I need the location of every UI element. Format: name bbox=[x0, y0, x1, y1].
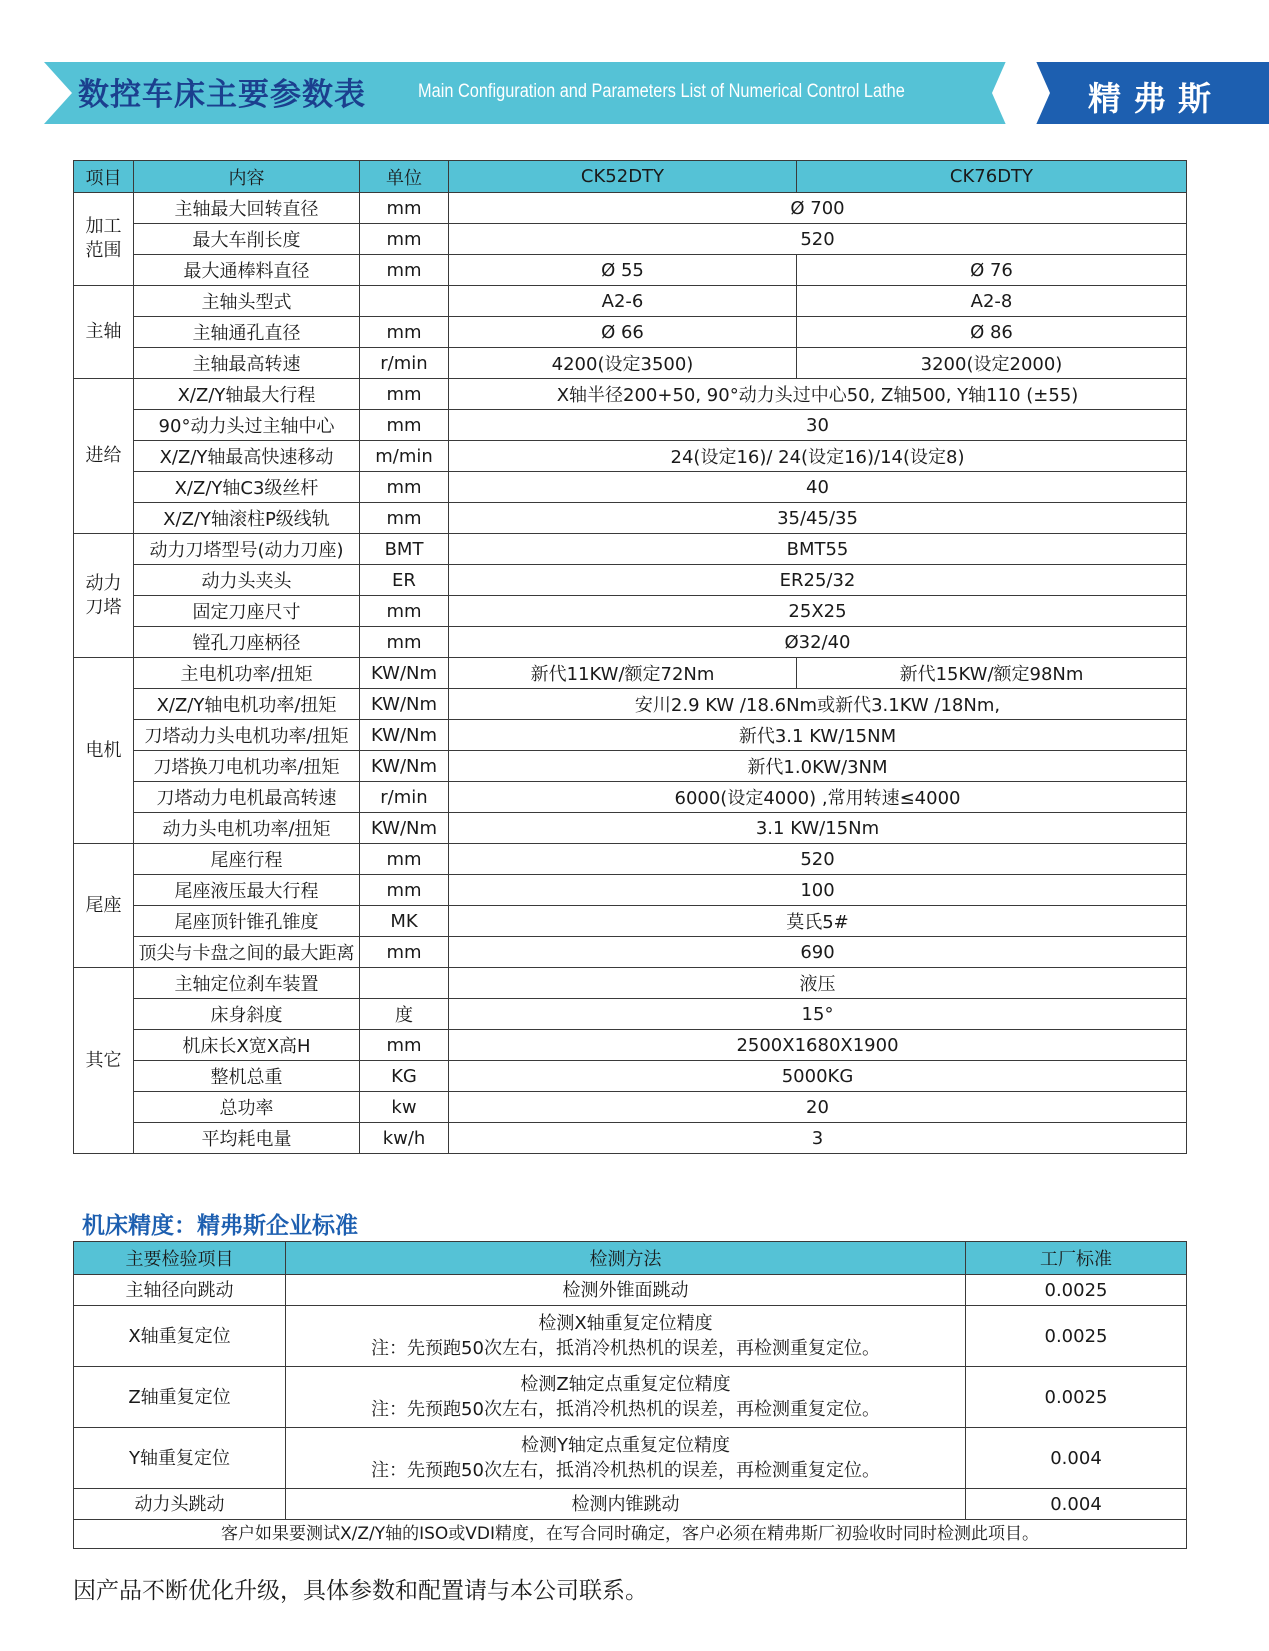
table-row bbox=[74, 1092, 1187, 1123]
method-cell bbox=[286, 1489, 966, 1520]
table-row bbox=[74, 596, 1187, 627]
unit-cell bbox=[360, 286, 449, 317]
item-cell: 主轴通孔直径 bbox=[134, 317, 360, 348]
method-text: 检测内锥跳动 bbox=[571, 1493, 680, 1515]
table-row bbox=[74, 844, 1187, 875]
ck76dty-value-cell: Ø 86 bbox=[797, 317, 1187, 348]
shared-value-cell: Ø 700 bbox=[449, 193, 1187, 224]
inspection-item-cell: Y轴重复定位 bbox=[74, 1428, 286, 1489]
factory-standard-cell: 0.0025 bbox=[966, 1306, 1187, 1367]
category-cell: 尾座 bbox=[74, 844, 134, 968]
table-row bbox=[74, 317, 1187, 348]
shared-value-cell: 安川2.9 KW /18.6Nm或新代3.1KW /18Nm, bbox=[449, 689, 1187, 720]
item-cell: 镗孔刀座柄径 bbox=[134, 627, 360, 658]
category-cell: 其它 bbox=[74, 968, 134, 1154]
unit-cell: mm bbox=[360, 193, 449, 224]
shared-value-cell: 35/45/35 bbox=[449, 503, 1187, 534]
shared-value-cell: 莫氏5# bbox=[449, 906, 1187, 937]
table-row bbox=[74, 534, 1187, 565]
item-cell: X/Z/Y轴滚柱P级线轨 bbox=[134, 503, 360, 534]
shared-value-cell: 新代1.0KW/3NM bbox=[449, 751, 1187, 782]
unit-cell: mm bbox=[360, 317, 449, 348]
method-text: 检测外锥面跳动 bbox=[562, 1279, 689, 1301]
method-text: 检测X轴重复定位精度 bbox=[538, 1313, 713, 1334]
category-cell: 电机 bbox=[74, 658, 134, 844]
table-row bbox=[74, 1061, 1187, 1092]
unit-cell: 度 bbox=[360, 999, 449, 1030]
item-cell: 90°动力头过主轴中心 bbox=[134, 410, 360, 441]
column-header-factory-standard: 工厂标准 bbox=[966, 1242, 1187, 1275]
table-row bbox=[74, 1306, 1187, 1367]
unit-cell: mm bbox=[360, 875, 449, 906]
table-row bbox=[74, 193, 1187, 224]
table-row bbox=[74, 906, 1187, 937]
table-row bbox=[74, 627, 1187, 658]
method-note: 注：先预跑50次左右，抵消冷机热机的误差，再检测重复定位。 bbox=[371, 1338, 880, 1359]
category-cell: 进给 bbox=[74, 379, 134, 534]
shared-value-cell: X轴半径200+50, 90°动力头过中心50, Z轴500, Y轴110 (±55) bbox=[449, 379, 1187, 410]
unit-cell: KW/Nm bbox=[360, 813, 449, 844]
column-header-category: 项目 bbox=[74, 161, 134, 193]
unit-cell: mm bbox=[360, 472, 449, 503]
inspection-item-cell: Z轴重复定位 bbox=[74, 1367, 286, 1428]
unit-cell: MK bbox=[360, 906, 449, 937]
item-cell: 刀塔动力电机最高转速 bbox=[134, 782, 360, 813]
unit-cell: kw bbox=[360, 1092, 449, 1123]
shared-value-cell: 20 bbox=[449, 1092, 1187, 1123]
unit-cell: KW/Nm bbox=[360, 689, 449, 720]
table-row bbox=[74, 1428, 1187, 1489]
item-cell: 尾座顶针锥孔锥度 bbox=[134, 906, 360, 937]
unit-cell bbox=[360, 968, 449, 999]
shared-value-cell: 液压 bbox=[449, 968, 1187, 999]
item-cell: 动力头夹头 bbox=[134, 565, 360, 596]
unit-cell: m/min bbox=[360, 441, 449, 472]
table-row bbox=[74, 689, 1187, 720]
table-row bbox=[74, 999, 1187, 1030]
table-row bbox=[74, 255, 1187, 286]
category-cell: 动力刀塔 bbox=[74, 534, 134, 658]
method-text: 检测Y轴定点重复定位精度 bbox=[521, 1435, 730, 1456]
unit-cell: mm bbox=[360, 1030, 449, 1061]
unit-cell: KW/Nm bbox=[360, 720, 449, 751]
item-cell: 整机总重 bbox=[134, 1061, 360, 1092]
unit-cell: KW/Nm bbox=[360, 751, 449, 782]
column-header-ck76dty: CK76DTY bbox=[797, 161, 1187, 193]
shared-value-cell: 15° bbox=[449, 999, 1187, 1030]
method-note: 注：先预跑50次左右，抵消冷机热机的误差，再检测重复定位。 bbox=[371, 1399, 880, 1420]
table-row bbox=[74, 565, 1187, 596]
footnote-row bbox=[74, 1520, 1187, 1549]
ck52dty-value-cell: Ø 66 bbox=[449, 317, 797, 348]
shared-value-cell: 3.1 KW/15Nm bbox=[449, 813, 1187, 844]
shared-value-cell: 2500X1680X1900 bbox=[449, 1030, 1187, 1061]
category-cell: 主轴 bbox=[74, 286, 134, 379]
table-row bbox=[74, 937, 1187, 968]
item-cell: 刀塔换刀电机功率/扭矩 bbox=[134, 751, 360, 782]
unit-cell: mm bbox=[360, 844, 449, 875]
table-row bbox=[74, 968, 1187, 999]
shared-value-cell: 100 bbox=[449, 875, 1187, 906]
table-row bbox=[74, 1123, 1187, 1154]
ck52dty-value-cell: A2-6 bbox=[449, 286, 797, 317]
method-cell bbox=[286, 1275, 966, 1306]
shared-value-cell: 24(设定16)/ 24(设定16)/14(设定8) bbox=[449, 441, 1187, 472]
item-cell: 平均耗电量 bbox=[134, 1123, 360, 1154]
brand-name: 精弗斯 bbox=[1088, 79, 1223, 118]
ck76dty-value-cell: 3200(设定2000) bbox=[797, 348, 1187, 379]
shared-value-cell: 6000(设定4000) ,常用转速≤4000 bbox=[449, 782, 1187, 813]
item-cell: 机床长X宽X高H bbox=[134, 1030, 360, 1061]
table-row bbox=[74, 224, 1187, 255]
shared-value-cell: 690 bbox=[449, 937, 1187, 968]
unit-cell: KG bbox=[360, 1061, 449, 1092]
shared-value-cell: 40 bbox=[449, 472, 1187, 503]
item-cell: 尾座行程 bbox=[134, 844, 360, 875]
item-cell: 动力刀塔型号(动力刀座) bbox=[134, 534, 360, 565]
table-row bbox=[74, 379, 1187, 410]
table-row bbox=[74, 1030, 1187, 1061]
table-row bbox=[74, 782, 1187, 813]
item-cell: 主轴头型式 bbox=[134, 286, 360, 317]
accuracy-section-title: 机床精度：精弗斯企业标准 bbox=[82, 1213, 358, 1239]
item-cell: X/Z/Y轴C3级丝杆 bbox=[134, 472, 360, 503]
table-row bbox=[74, 348, 1187, 379]
factory-standard-cell: 0.0025 bbox=[966, 1275, 1187, 1306]
column-header-content: 内容 bbox=[134, 161, 360, 193]
ck52dty-value-cell: Ø 55 bbox=[449, 255, 797, 286]
parameters-table bbox=[73, 160, 1187, 1154]
unit-cell: mm bbox=[360, 627, 449, 658]
accuracy-table bbox=[73, 1241, 1187, 1549]
shared-value-cell: Ø32/40 bbox=[449, 627, 1187, 658]
unit-cell: mm bbox=[360, 937, 449, 968]
table-row bbox=[74, 441, 1187, 472]
shared-value-cell: 520 bbox=[449, 844, 1187, 875]
table-row bbox=[74, 875, 1187, 906]
unit-cell: r/min bbox=[360, 348, 449, 379]
shared-value-cell: 3 bbox=[449, 1123, 1187, 1154]
item-cell: 主轴最大回转直径 bbox=[134, 193, 360, 224]
table-row bbox=[74, 1489, 1187, 1520]
unit-cell: BMT bbox=[360, 534, 449, 565]
item-cell: 动力头电机功率/扭矩 bbox=[134, 813, 360, 844]
factory-standard-cell: 0.0025 bbox=[966, 1367, 1187, 1428]
unit-cell: KW/Nm bbox=[360, 658, 449, 689]
item-cell: 床身斜度 bbox=[134, 999, 360, 1030]
unit-cell: kw/h bbox=[360, 1123, 449, 1154]
method-cell bbox=[286, 1367, 966, 1428]
shared-value-cell: 5000KG bbox=[449, 1061, 1187, 1092]
table-row bbox=[74, 410, 1187, 441]
table-row bbox=[74, 472, 1187, 503]
method-note: 注：先预跑50次左右，抵消冷机热机的误差，再检测重复定位。 bbox=[371, 1460, 880, 1481]
ck52dty-value-cell: 新代11KW/额定72Nm bbox=[449, 658, 797, 689]
unit-cell: mm bbox=[360, 410, 449, 441]
item-cell: 最大通棒料直径 bbox=[134, 255, 360, 286]
page-title-english: Main Configuration and Parameters List of Numerical Control Lathe bbox=[418, 81, 905, 102]
shared-value-cell: 25X25 bbox=[449, 596, 1187, 627]
shared-value-cell: 新代3.1 KW/15NM bbox=[449, 720, 1187, 751]
table-row bbox=[74, 1367, 1187, 1428]
table-row bbox=[74, 1275, 1187, 1306]
parameters-table-body bbox=[74, 193, 1187, 1154]
category-cell: 加工范围 bbox=[74, 193, 134, 286]
table-row bbox=[74, 813, 1187, 844]
unit-cell: mm bbox=[360, 503, 449, 534]
table-row bbox=[74, 751, 1187, 782]
page-title: 数控车床主要参数表 bbox=[78, 77, 366, 113]
column-header-inspection-item: 主要检验项目 bbox=[74, 1242, 286, 1275]
item-cell: X/Z/Y轴最大行程 bbox=[134, 379, 360, 410]
factory-standard-cell: 0.004 bbox=[966, 1428, 1187, 1489]
method-cell bbox=[286, 1428, 966, 1489]
item-cell: 最大车削长度 bbox=[134, 224, 360, 255]
unit-cell: r/min bbox=[360, 782, 449, 813]
unit-cell: ER bbox=[360, 565, 449, 596]
unit-cell: mm bbox=[360, 596, 449, 627]
accuracy-table-body bbox=[74, 1275, 1187, 1549]
footer-note: 因产品不断优化升级，具体参数和配置请与本公司联系。 bbox=[73, 1578, 648, 1604]
accuracy-table-header bbox=[74, 1242, 1187, 1275]
accuracy-footnote: 客户如果要测试X/Z/Y轴的ISO或VDI精度，在写合同时确定，客户必须在精弗斯厂初验收时同时检测此项目。 bbox=[74, 1520, 1187, 1549]
inspection-item-cell: 动力头跳动 bbox=[74, 1489, 286, 1520]
shared-value-cell: 30 bbox=[449, 410, 1187, 441]
unit-cell: mm bbox=[360, 224, 449, 255]
header-banner bbox=[44, 62, 1269, 124]
shared-value-cell: 520 bbox=[449, 224, 1187, 255]
item-cell: 主轴定位刹车装置 bbox=[134, 968, 360, 999]
unit-cell: mm bbox=[360, 379, 449, 410]
item-cell: X/Z/Y轴最高快速移动 bbox=[134, 441, 360, 472]
table-row bbox=[74, 503, 1187, 534]
parameters-table-header bbox=[74, 161, 1187, 193]
table-row bbox=[74, 720, 1187, 751]
table-row bbox=[74, 658, 1187, 689]
item-cell: 固定刀座尺寸 bbox=[134, 596, 360, 627]
factory-standard-cell: 0.004 bbox=[966, 1489, 1187, 1520]
ck52dty-value-cell: 4200(设定3500) bbox=[449, 348, 797, 379]
item-cell: 刀塔动力头电机功率/扭矩 bbox=[134, 720, 360, 751]
column-header-ck52dty: CK52DTY bbox=[449, 161, 797, 193]
item-cell: 主电机功率/扭矩 bbox=[134, 658, 360, 689]
table-row bbox=[74, 286, 1187, 317]
shared-value-cell: ER25/32 bbox=[449, 565, 1187, 596]
ck76dty-value-cell: A2-8 bbox=[797, 286, 1187, 317]
column-header-unit: 单位 bbox=[360, 161, 449, 193]
item-cell: 尾座液压最大行程 bbox=[134, 875, 360, 906]
inspection-item-cell: 主轴径向跳动 bbox=[74, 1275, 286, 1306]
shared-value-cell: BMT55 bbox=[449, 534, 1187, 565]
inspection-item-cell: X轴重复定位 bbox=[74, 1306, 286, 1367]
item-cell: 总功率 bbox=[134, 1092, 360, 1123]
method-text: 检测Z轴定点重复定位精度 bbox=[520, 1374, 731, 1395]
column-header-method: 检测方法 bbox=[286, 1242, 966, 1275]
item-cell: 顶尖与卡盘之间的最大距离 bbox=[134, 937, 360, 968]
item-cell: 主轴最高转速 bbox=[134, 348, 360, 379]
ck76dty-value-cell: 新代15KW/额定98Nm bbox=[797, 658, 1187, 689]
unit-cell: mm bbox=[360, 255, 449, 286]
ck76dty-value-cell: Ø 76 bbox=[797, 255, 1187, 286]
method-cell bbox=[286, 1306, 966, 1367]
item-cell: X/Z/Y轴电机功率/扭矩 bbox=[134, 689, 360, 720]
